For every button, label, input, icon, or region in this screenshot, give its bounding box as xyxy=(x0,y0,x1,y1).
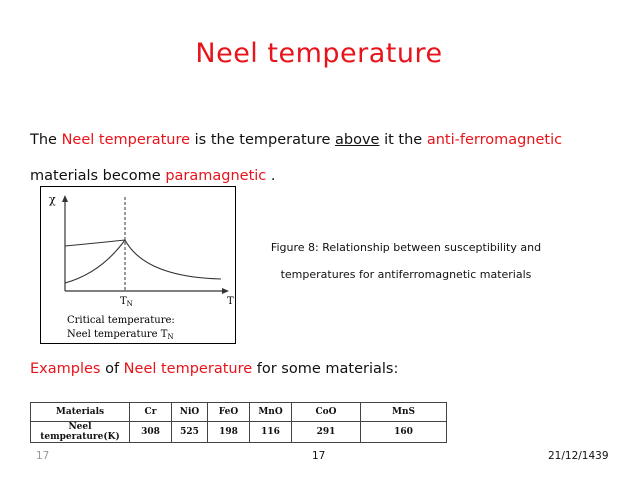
table-cell: 116 xyxy=(250,422,292,443)
x-axis-label: T xyxy=(227,296,234,307)
examples-term-neel: Neel temperature xyxy=(123,361,253,377)
figure-text-line-2: Neel temperature $T_N$ xyxy=(67,329,174,341)
footer-date: 21/12/1439 xyxy=(548,450,609,462)
table-header-cell: CoO xyxy=(292,403,361,422)
intro-text: . xyxy=(266,168,276,184)
examples-heading xyxy=(30,361,398,377)
perpendicular-curve xyxy=(65,240,125,283)
table-cell: 308 xyxy=(130,422,172,443)
intro-text: materials become xyxy=(30,168,166,184)
y-axis-label: χ xyxy=(49,193,56,206)
slide-title: Neel temperature xyxy=(195,38,443,69)
table-cell: 525 xyxy=(172,422,208,443)
figure-caption xyxy=(256,234,556,288)
y-axis-arrow xyxy=(62,195,68,202)
intro-term-paramagnetic: paramagnetic xyxy=(165,168,267,184)
intro-text: is the temperature xyxy=(190,132,336,148)
intro-text: The xyxy=(30,132,62,148)
intro-line-1 xyxy=(30,122,620,158)
intro-text: it the xyxy=(379,132,427,148)
intro-term-antiferro: anti-ferromagnetic xyxy=(426,132,563,148)
table-cell: 198 xyxy=(208,422,250,443)
neel-temperature-table xyxy=(30,402,447,443)
table-cell: 291 xyxy=(292,422,361,443)
caption-line-1: Figure 8: Relationship between susceptibility and xyxy=(270,241,542,254)
table-cell: 160 xyxy=(361,422,447,443)
figure-text-line-1: Critical temperature: xyxy=(67,315,175,326)
susceptibility-plot xyxy=(41,187,235,343)
intro-paragraph xyxy=(30,122,620,194)
examples-text: of xyxy=(100,361,124,377)
parallel-curve xyxy=(65,240,125,246)
examples-text: for some materials: xyxy=(252,361,399,377)
table-cell: Neel temperature(K) xyxy=(31,422,130,443)
caption-line-2: temperatures for antiferromagnetic materials xyxy=(280,268,532,281)
table-header-cell: MnS xyxy=(361,403,447,422)
table-header-cell: FeO xyxy=(208,403,250,422)
susceptibility-figure xyxy=(40,186,236,344)
intro-underlined-above: above xyxy=(335,132,380,148)
footer-slide-number-center: 17 xyxy=(312,450,326,462)
table-header-cell: NiO xyxy=(172,403,208,422)
table-header-cell: Materials xyxy=(31,403,130,422)
table-header-row xyxy=(31,403,447,422)
paramagnetic-curve xyxy=(125,240,221,279)
table-row xyxy=(31,422,447,443)
x-axis-arrow xyxy=(222,288,229,294)
footer-slide-number-left: 17 xyxy=(36,450,50,462)
tn-tick-label: $T_N$ xyxy=(120,296,133,308)
table-header-cell: Cr xyxy=(130,403,172,422)
examples-word: Examples xyxy=(30,361,101,377)
table-header-cell: MnO xyxy=(250,403,292,422)
intro-term-neel: Neel temperature xyxy=(61,132,191,148)
